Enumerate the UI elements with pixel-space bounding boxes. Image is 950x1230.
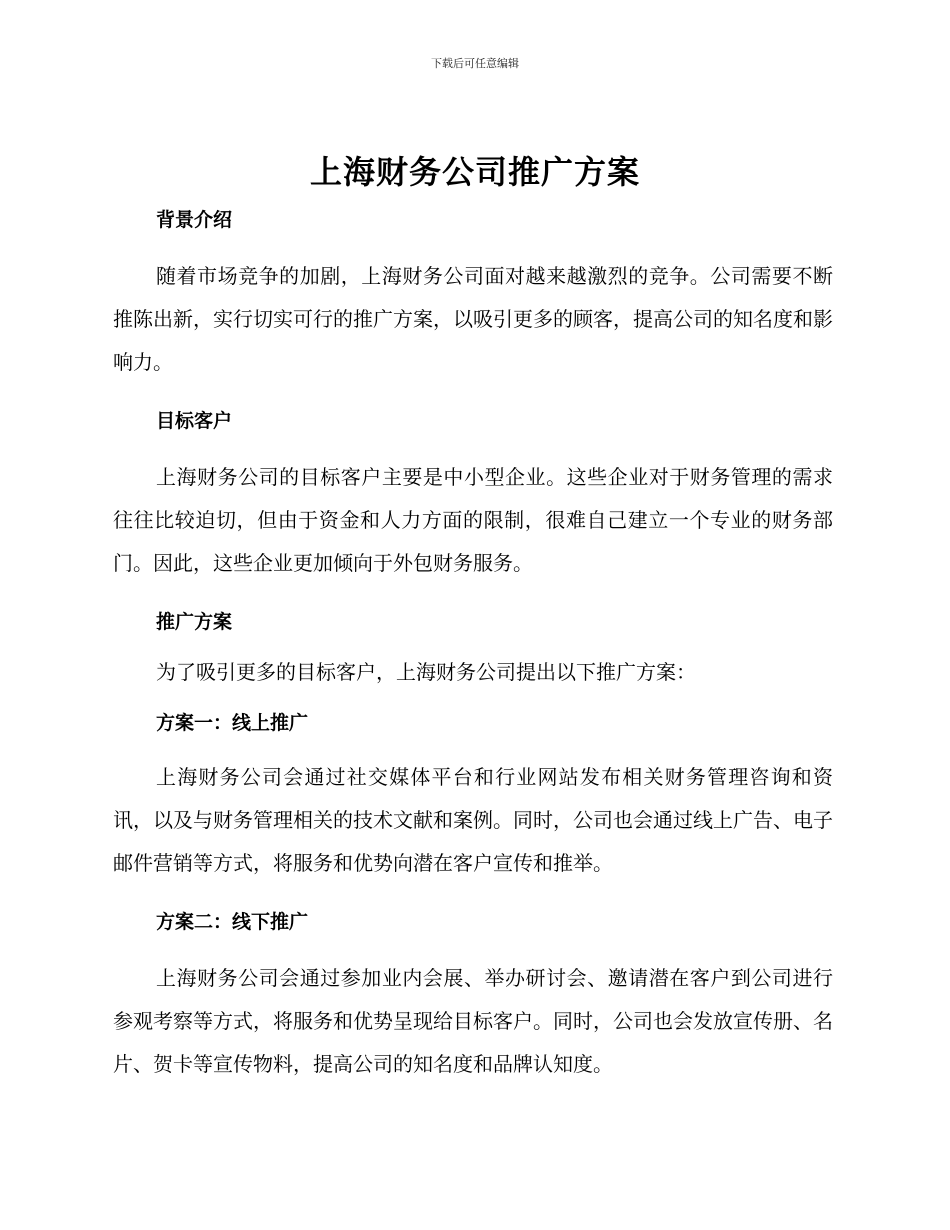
document-body	[113, 200, 833, 1086]
section-heading-target-customers: 目标客户	[156, 410, 233, 432]
document-title: 上海财务公司推广方案	[309, 153, 640, 191]
section-heading-plan-offline: 方案二：线下推广	[156, 911, 309, 933]
section-heading-background: 背景介绍	[156, 209, 233, 231]
section-paragraph-target-customers: 上海财务公司的目标客户主要是中小型企业。这些企业对于财务管理的需求往往比较迫切，但由于资金和人力方面的限制，很难自己建立一个专业的财务部门。因此，这些企业更加倾向于外包财务服务。	[113, 465, 833, 575]
page-header-note: 下载后可任意编辑	[431, 57, 519, 70]
section-heading-plan-online: 方案一：线上推广	[156, 712, 309, 734]
section-paragraph-plan-online: 上海财务公司会通过社交媒体平台和行业网站发布相关财务管理咨询和资讯，以及与财务管理相关的技术文献和案例。同时，公司也会通过线上广告、电子邮件营销等方式，将服务和优势向潜在客户宣传和推举。	[113, 765, 833, 875]
section-heading-promotion-plan: 推广方案	[156, 611, 233, 633]
section-paragraph-background: 随着市场竞争的加剧，上海财务公司面对越来越激烈的竞争。公司需要不断推陈出新，实行切实可行的推广方案，以吸引更多的顾客，提高公司的知名度和影响力。	[113, 264, 833, 374]
section-paragraph-promotion-plan: 为了吸引更多的目标客户，上海财务公司提出以下推广方案：	[156, 660, 696, 684]
section-paragraph-plan-offline: 上海财务公司会通过参加业内会展、举办研讨会、邀请潜在客户到公司进行参观考察等方式，将服务和优势呈现给目标客户。同时，公司也会发放宣传册、名片、贺卡等宣传物料，提高公司的知名度和品牌认知度。	[113, 966, 833, 1076]
